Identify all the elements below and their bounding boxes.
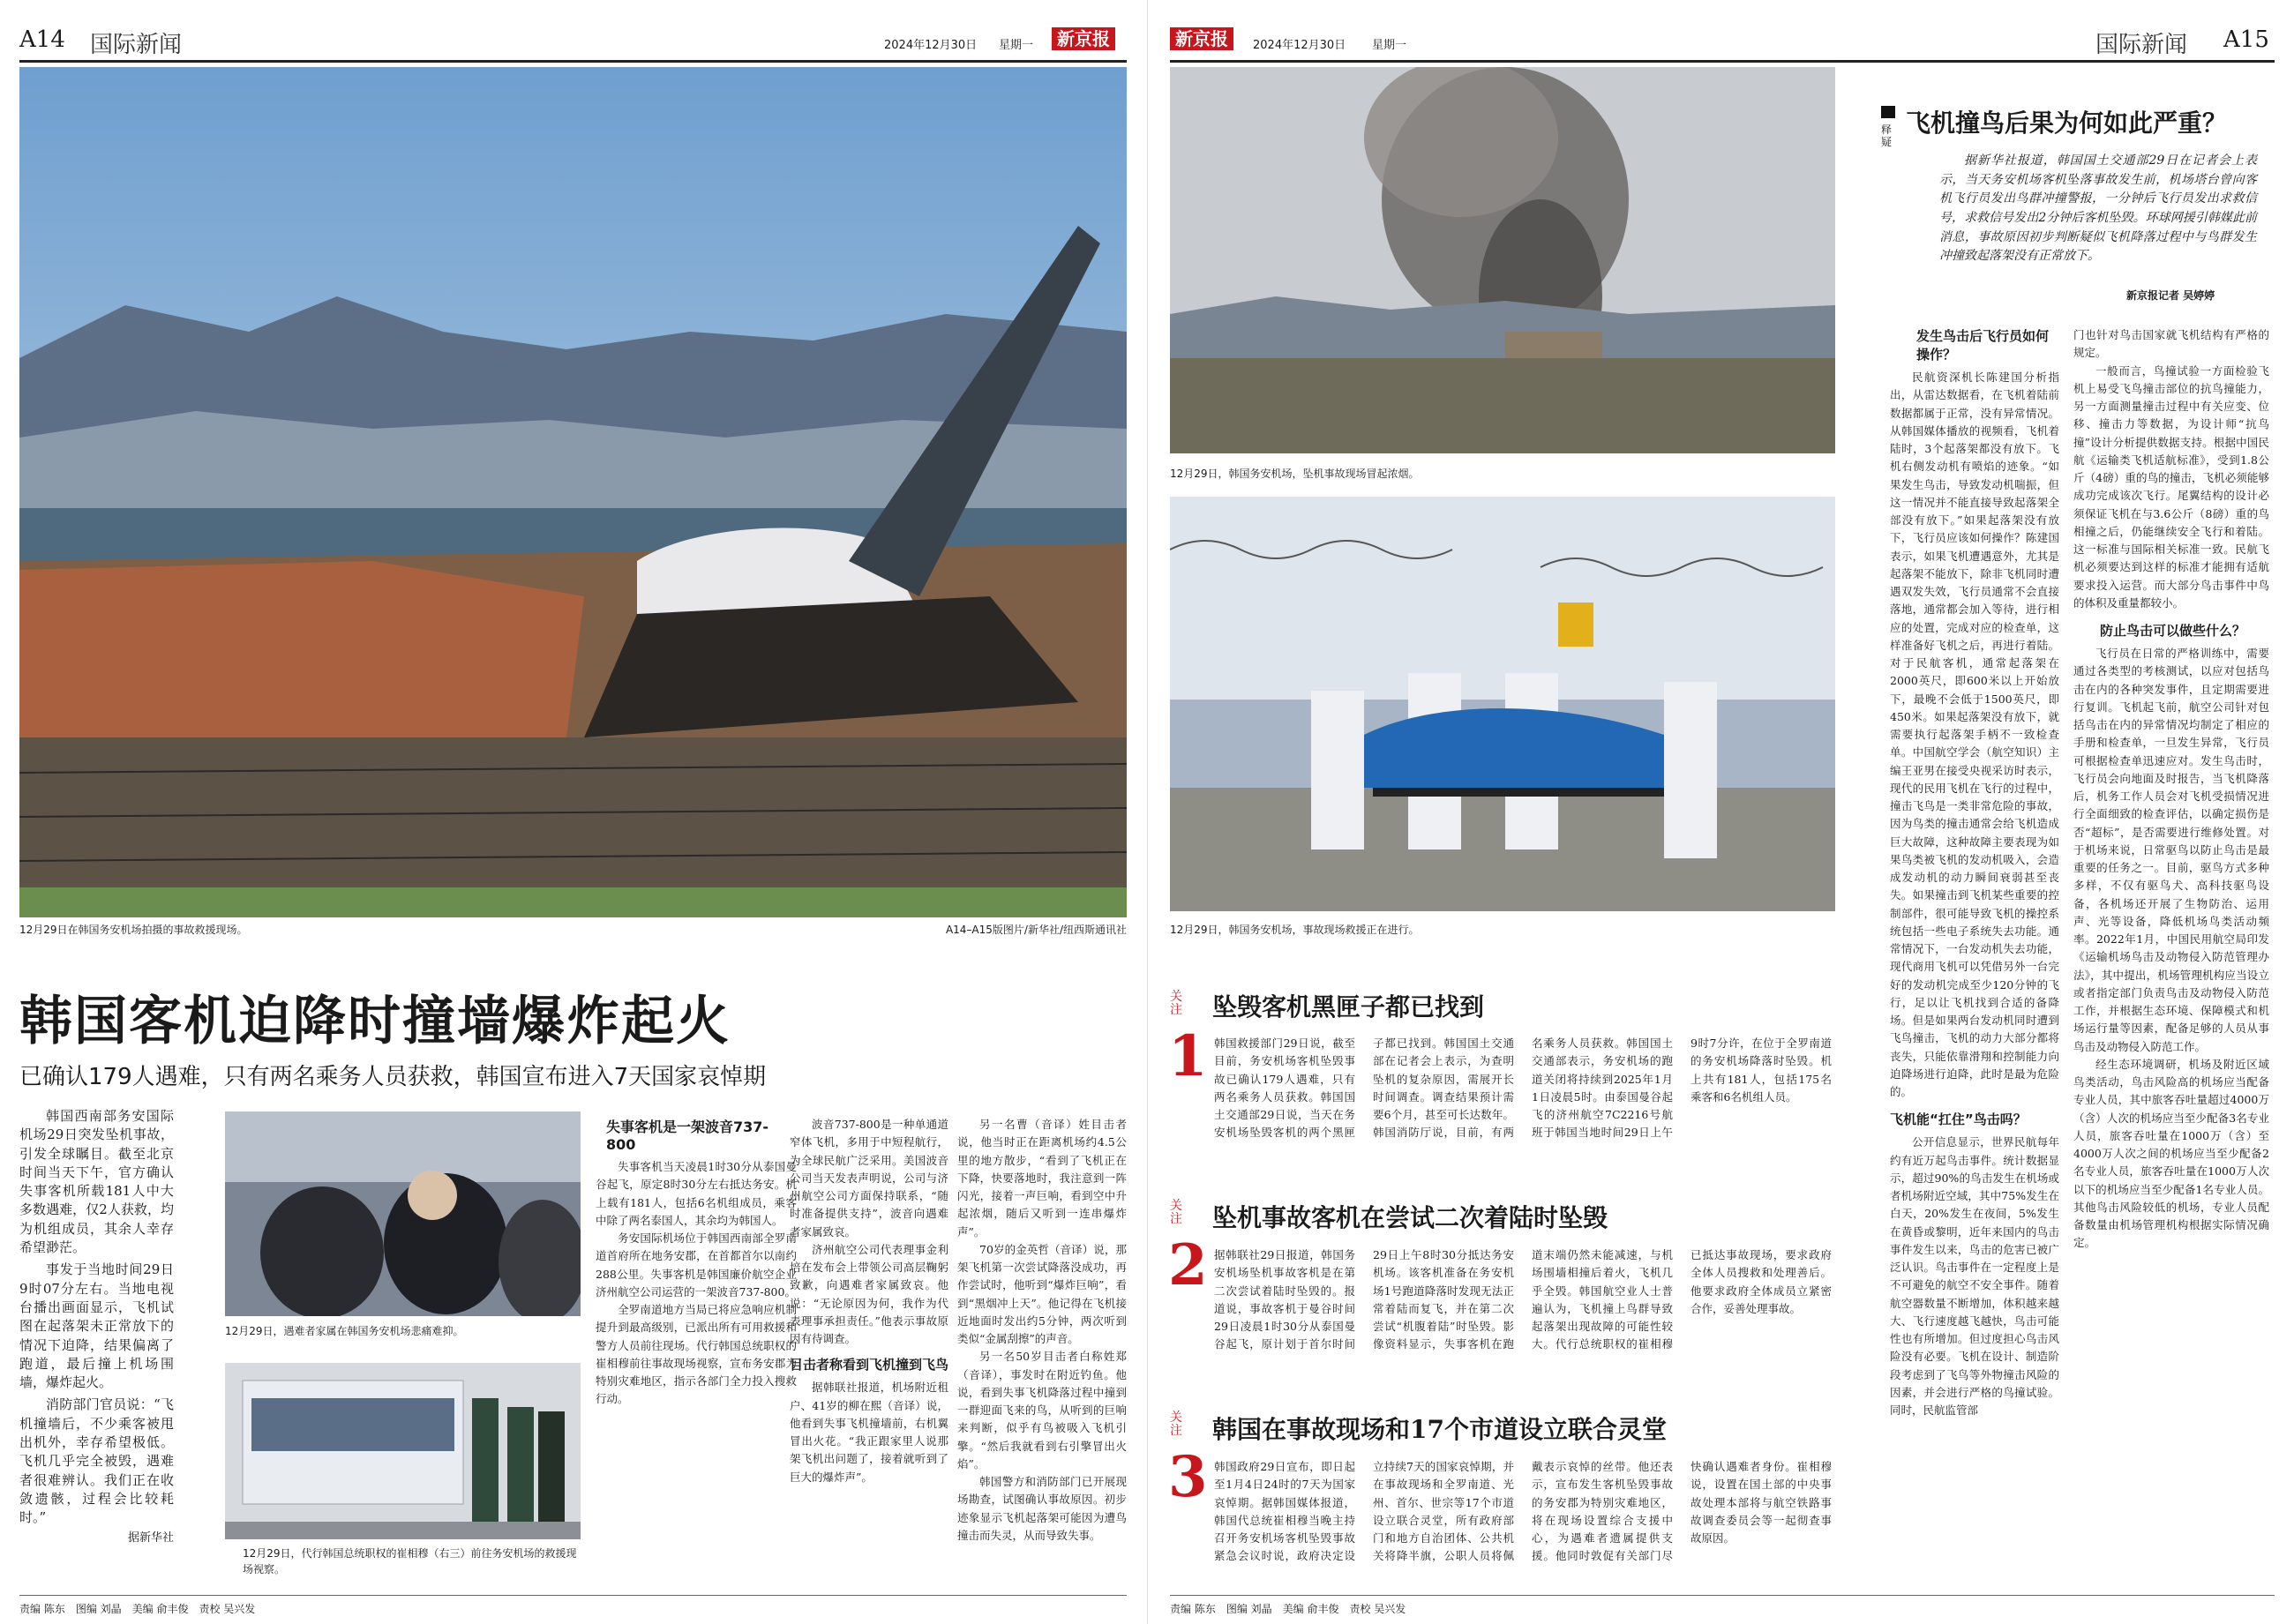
main-crash-photo bbox=[19, 67, 1127, 917]
focus-number: 1 bbox=[1168, 1023, 1208, 1089]
focus-label: 关注 bbox=[1170, 1199, 1182, 1226]
q1-text: 民航资深机长陈建国分析指出，从雷达数据看，在飞机着陆前数据都属于正常，没有异常情况。从韩国媒体播放的视频看，飞机着陆时，3个起落架都没有放下。飞机右侧发动机有喷焰的迹象。“如果发生鸟击，导致发动机喘振，但这一情况并不能直接导致起落架全部没有放下。”如果起落架没有放下，飞行员应该如何操作？陈建国表示，如果飞机遭遇意外，尤其是起落架不能放下，除非飞机同时遭遇双发失效，飞行员通常不会直接落地，通常都会加入等待，进行相应的处置，完成对应的检查单，这样准备好飞机之后，再进行着陆。对于民航客机，通常起落架在2000英尺，即600米以上开始放下，最晚不会低于1500英尺，即450米。如果起落架没有放下，就需要执行起落架手柄不一致检查单。中国航空学会（航空知识）主编王亚男在接受央视采访时表示，现代的民用飞机在飞行的过程中，撞击飞鸟是一类非常危险的事故，因为鸟类的撞击通常会给飞机造成巨大故障，这种故障主要表现为如果鸟类被飞机的发动机吸入，会造成发动机的动力瞬间衰弱甚至丧失。如果撞击到飞机某些重要的控制部件，很可能导致飞机的操控系统包括一些电子系统失去功能。通常情况下，一台发动机失去功能，现代商用飞机可以凭借另外一台完好的发动机完成至少120分钟的飞行，足以让飞机找到合适的备降场。但是如果两台发动机同时遭到飞鸟撞击，飞机的动力大部分都将丧失，只能依靠滑翔和控制能力向迫降场进行迫降，此时是最为危险的。 bbox=[1890, 370, 2059, 1098]
page-gutter bbox=[1147, 0, 1148, 1624]
focus-title: 坠机事故客机在尝试二次着陆时坠毁 bbox=[1212, 1203, 1608, 1232]
footer-credits: 责编 陈东 图编 刘晶 美编 俞丰俊 责校 吴兴发 bbox=[1170, 1603, 1406, 1615]
subhead-witness: 目击者称看到飞机撞到飞鸟 bbox=[790, 1357, 949, 1373]
left-page-header bbox=[19, 23, 1127, 58]
q2-title: 门也针对鸟击国家就飞机结构有严格的规定。 bbox=[2073, 328, 2269, 360]
focus-label: 关注 bbox=[1170, 990, 1182, 1017]
qa-column-left bbox=[1890, 326, 2059, 1592]
column-paragraph: 务安国际机场位于韩国西南部全罗南道首府所在地务安郡，在首都首尔以南约288公里。失事客机是韩国廉价航空企业济州航空公司运营的一架波音737-800。 bbox=[596, 1231, 797, 1298]
page-number: A14 bbox=[19, 26, 65, 53]
focus-title: 坠毁客机黑匣子都已找到 bbox=[1212, 992, 1485, 1022]
footer-rule bbox=[1170, 1595, 2275, 1596]
column-paragraph: 70岁的金英哲（音译）说，那架飞机第一次尝试降落没成功，再作尝试时，他听到“爆炸巨响”，看到“黑烟冲上天”。他记得在飞机接近地面时发出约5分钟，两次听到类似“金属刮擦”的声音。 bbox=[957, 1242, 1127, 1345]
lead-paragraph: 消防部门官员说：“飞机撞墙后，不少乘客被甩出机外，幸存希望极低。飞机几乎完全被毁，遇难者很难辨认。我们正在收敛遗骸，过程会比较耗时。” bbox=[19, 1396, 174, 1526]
column-paragraph: 济州航空公司代表理事金利培在发布会上带领公司高层鞠躬致歉，向遇难者家属致哀。他说：“无论原因为何，我作为代表理事承担责任。”他表示事故原因有待调查。 bbox=[790, 1242, 948, 1345]
q3-title: 防止鸟击可以做些什么？ bbox=[2100, 623, 2246, 639]
brand-logo: 新京报 bbox=[1170, 27, 1233, 50]
q2-text: 一般而言，鸟撞试验一方面检验飞机上易受飞鸟撞击部位的抗鸟撞能力，另一方面测量撞击过程中有关应变、位移、撞击力等数据，为设计师“抗鸟撞”设计分析提供数据支持。根据中国民航《运输类飞机适航标准》，受到1.8公斤（4磅）重的鸟的撞击，飞机必须能够成功完成该次飞行。尾翼结构的设计必须保证飞机在与3.6公斤（8磅）重的鸟相撞之后，仍能继续安全飞行和着陆。这一标准与国际相关标准一致。民航飞机必须要达到这样的标准才能拥有适航要求投入运营。而大部分鸟击事件中鸟的体积及重量都较小。 bbox=[2073, 363, 2269, 610]
header-rule bbox=[1170, 60, 2275, 63]
photo1-caption: 12月29日，韩国务安机场，坠机事故现场冒起浓烟。 bbox=[1170, 468, 1420, 480]
column-paragraph: 波音737-800是一种单通道窄体飞机，多用于中短程航行，为全球民航广泛采用。美国波音公司当天发表声明说，公司与济州航空公司方面保持联系，“随时准备提供支持”，波音向遇难者家属致哀。 bbox=[790, 1118, 948, 1239]
rescue-photo bbox=[1170, 497, 1835, 911]
headline: 韩国客机迫降时撞墙爆炸起火 bbox=[19, 991, 731, 1052]
photo-credit: A14–A15版图片/新华社/纽西斯通讯社 bbox=[945, 924, 1127, 936]
focus-text: 韩国政府29日宣布，即日起至1月4日24时的7天为国家哀悼期。据韩国媒体报道，韩国代总统崔相穆当晚主持召开务安机场客机坠毁事故紧急会议时说，政府决定设立持续7天的国家哀悼期，并在事故现场和全罗南道、光州、首尔、世宗等17个市道设立联合灵堂，所有政府部门和地方自治团体、公共机关将降半旗，公职人员将佩戴表示哀悼的丝带。他还表示，宣布发生客机坠毁事故的务安郡为特别灾难地区，将在现场设置综合支援中心，为遇难者遗属提供支援。他同时敦促有关部门尽快确认遇难者身份。崔相穆说，设置在国土部的中央事故处理本部将与航空铁路事故调查委员会等一起彻查事故原因。 bbox=[1214, 1460, 1832, 1563]
footer-credits: 责编 陈东 图编 刘晶 美编 俞丰俊 责校 吴兴发 bbox=[19, 1603, 256, 1615]
header-rule bbox=[19, 60, 1127, 63]
q4-text: 公开信息显示，世界民航每年约有近万起鸟击事件。统计数据显示，超过90%的鸟击发生在机场或者机场附近空域，其中75%发生在白天，20%发生在夜间，5%发生在黄昏或黎明，近年来国内的鸟击事件发生以来，鸟击的危害已被广泛认识。鸟击事件在一定程度上是不可避免的航空不安全事件。随着航空器数量不断增加，体积越来越大、飞行速度越飞越快，鸟击可能性也有所增加。但过度担心鸟击风险没有必要。飞机在设计、制造阶段考虑到了飞鸟等外物撞击风险的因素，并会进行严格的鸟撞试验。同时，民航监管部 bbox=[1890, 1135, 2059, 1417]
focus-number: 2 bbox=[1168, 1232, 1208, 1298]
explain-byline: 新京报记者 吴婷婷 bbox=[2126, 289, 2215, 302]
column-paragraph: 失事客机当天凌晨1时30分从泰国曼谷起飞，原定8时30分左右抵达务安。机上载有181人，包括6名机组成员，乘客中除了两名泰国人，其余均为韩国人。 bbox=[596, 1160, 797, 1227]
explain-title: 飞机撞鸟后果为何如此严重？ bbox=[1906, 109, 2228, 138]
focus-item-2 bbox=[1170, 1186, 1835, 1389]
column-paragraph: 另一名曹（音译）姓目击者说，他当时正在距离机场约4.5公里的地方散步，“看到了飞机正在下降，快要落地时，我注意到一阵闪光，接着一声巨响，看到空中升起浓烟，随后又听到一连串爆炸声”。 bbox=[957, 1118, 1127, 1239]
qa-column-right bbox=[2073, 326, 2269, 1592]
left-page bbox=[0, 0, 1138, 1624]
issue-weekday: 星期一 bbox=[1372, 39, 1407, 52]
explain-badge bbox=[1881, 106, 1895, 118]
footer-rule bbox=[19, 1595, 1127, 1596]
focus-text: 据韩联社29日报道，韩国务安机场坠机事故客机是在第二次尝试着陆时坠毁的。报道说，事故客机于曼谷时间29日凌晨1时30分从泰国曼谷起飞，原计划于首尔时间29日上午8时30分抵达务安机场。该客机准备在务安机场1号跑道降落时发现无法正常着陆而复飞，并在第二次尝试“机腹着陆”时坠毁。影像资料显示，失事客机在跑道末端仍然未能减速，与机场围墙相撞后着火，飞机几乎全毁。韩国航空业人士普遍认为，飞机撞上鸟群导致起落架出现故障的可能性较大。代行总统职权的崔相穆已抵达事故现场，要求政府全体人员搜救和处理善后。他要求政府全体成员立紧密合作，妥善处理事故。 bbox=[1214, 1248, 1832, 1351]
q4-title: 飞机能“扛住”鸟击吗？ bbox=[1890, 1111, 2027, 1128]
q3-text: 飞行员在日常的严格训练中，需要通过各类型的考核测试，以应对包括鸟击在内的各种突发事件，且定期需要进行复训。飞机起飞前，航空公司针对包括鸟击在内的异常情况均制定了相应的手册和检查单，一旦发生异常，飞行员可根据检查单迅速应对。发生鸟击时，飞行员会向地面及时报告，当飞机降落后，机务工作人员会对飞机受损情况进行全面细致的检查评估，以确定损伤是否“超标”，是否需要进行维修处置。对于机场来说，日常驱鸟以防止鸟击是最重要的任务之一。目前，驱鸟方式多种多样，不仅有驱鸟犬、高科技驱鸟设备，各机场还开展了生物防治、运用声、光等设备，降低机场鸟类活动频率。2022年1月，中国民用航空局印发《运输机场鸟击及动物侵入防范管理办法》，其中提出，机场管理机构应当设立或者指定部门负责鸟击及动物侵入防范工作，并根据生态环境、保障模式和机场运行量等因素，配备足够的人员从事鸟击及动物侵入防范工作。 bbox=[2073, 647, 2269, 1053]
lead-column bbox=[19, 1107, 174, 1545]
issue-weekday: 星期一 bbox=[999, 39, 1034, 52]
explain-label: 释疑 bbox=[1881, 123, 1893, 149]
column-paragraph: 全罗南道地方当局已将应急响应机制提升到最高级别，已派出所有可用救援和警方人员前往现场。代行韩国总统职权的崔相穆前往事故现场视察，宣布务安郡为特别灾难地区，指示各部门全力投入搜救行动。 bbox=[596, 1303, 797, 1406]
brand-logo: 新京报 bbox=[1052, 27, 1115, 50]
main-photo-caption: 12月29日在韩国务安机场拍摄的事故救援现场。 bbox=[19, 924, 248, 936]
focus-item-3 bbox=[1170, 1398, 1835, 1592]
photo2-caption: 12月29日，韩国务安机场，事故现场救援正在进行。 bbox=[1170, 924, 1420, 936]
lead-paragraph: 韩国西南部务安国际机场29日突发坠机事故，引发全球瞩目。截至北京时间当天下午，官方确认失事客机所载181人中大多数遇难，仅2人获救，均为机组成员，其余人幸存希望渺茫。 bbox=[19, 1108, 174, 1256]
focus-item-1 bbox=[1170, 977, 1835, 1180]
lead-byline: 据新华社 bbox=[127, 1530, 174, 1545]
photo2-caption: 12月29日，遇难者家属在韩国务安机场悲痛难抑。 bbox=[225, 1325, 464, 1337]
focus-label: 关注 bbox=[1170, 1411, 1182, 1438]
smoke-photo bbox=[1170, 67, 1835, 453]
page-number: A15 bbox=[2223, 26, 2269, 53]
column-paragraph: 另一名50岁目击者白称姓郑（音译），事发时在附近钓鱼。他说，看到失事飞机降落过程中撞到一群迎面飞来的鸟，从听到的巨响来判断，似乎有鸟被吸入飞机引擎。“然后我就看到右引擎冒出火焰”。 bbox=[957, 1350, 1127, 1471]
article-column-5 bbox=[957, 1116, 1127, 1545]
article-column-3 bbox=[596, 1116, 797, 1409]
q5-text: 经生态环境调研，机场及附近区域鸟类活动，鸟击风险高的机场应当配备专业人员，其中旅客吞吐量超过4000万（含）人次的机场应当至少配备3名专业人员，旅客吞吐量在1000万（含）至4000万人次之间的机场应当至少配备2名专业人员，旅客吞吐量在1000万人次以下的机场应当至少配备1名专业人员。其他鸟击风险较低的机场，专业人员配备数量由机场管理机构根据实际情况确定。 bbox=[2073, 1057, 2269, 1250]
focus-title: 韩国在事故现场和17个市道设立联合灵堂 bbox=[1212, 1415, 1667, 1444]
right-page-header bbox=[1165, 23, 2275, 58]
issue-date: 2024年12月30日 bbox=[884, 39, 978, 52]
section-title: 国际新闻 bbox=[2095, 32, 2188, 58]
family-grief-photo bbox=[225, 1111, 581, 1316]
column-paragraph: 韩国警方和消防部门已开展现场勘查，试图确认事故原因。初步迹象显示飞机起落架可能因为遭鸟撞击而失灵，从而导致失事。 bbox=[957, 1475, 1127, 1542]
column-paragraph: 据韩联社报道，机场附近租户、41岁的柳在熙（音译）说，他看到失事飞机撞墙前，右机翼冒出火花。“我正跟家里人说那架飞机出问题了，接着就听到了巨大的爆炸声”。 bbox=[790, 1381, 948, 1484]
q1-title: 发生鸟击后飞行员如何操作？ bbox=[1916, 328, 2050, 363]
official-visit-photo bbox=[225, 1363, 581, 1539]
section-title: 国际新闻 bbox=[90, 32, 183, 58]
lead-paragraph: 事发于当地时间29日9时07分左右。当地电视台播出画面显示，飞机试图在起落架未正常放下的情况下迫降，结果偏离了跑道，最后撞上机场围墙，爆炸起火。 bbox=[19, 1261, 174, 1391]
right-page bbox=[1165, 0, 2294, 1624]
photo3-caption: 12月29日，代行韩国总统职权的崔相穆（右三）前往务安机场的救援现场视察。 bbox=[243, 1547, 577, 1575]
article-column-4 bbox=[790, 1116, 948, 1486]
focus-text: 韩国救援部门29日说，截至目前，务安机场客机坠毁事故已确认179人遇难，只有两名乘务人员获救。韩国国土交通部29日说，当天在务安机场坠毁客机的两个黑匣子都已找到。韩国国土交通部在记者会上表示，为查明坠机的复杂原因，需展开长时间调查。调查结果预计需要6个月，甚至可长达数年。韩国消防厅说，目前，有两名乘务人员获救。韩国国土交通部表示，务安机场的跑道关闭将持续到2025年1月1日凌晨5时。由泰国曼谷起飞的济州航空7C2216号航班于韩国当地时间29日上午9时7分许，在位于全罗南道的务安机场降落时坠毁。机上共有181人，包括175名乘客和6名机组人员。 bbox=[1214, 1037, 1832, 1140]
focus-number: 3 bbox=[1168, 1444, 1208, 1510]
issue-date: 2024年12月30日 bbox=[1253, 39, 1346, 52]
subhead-boeing: 失事客机是一架波音737-800 bbox=[606, 1119, 769, 1153]
explain-intro: 据新华社报道，韩国国土交通部29日在记者会上表示，当天务安机场客机坠落事故发生前，机场塔台曾向客机飞行员发出鸟群冲撞警报，一分钟后飞行员发出求救信号，求救信号发出2分钟后客机坠毁。环球网援引韩媒此前消息，事故原因初步判断疑似飞机降落过程中与鸟群发生冲撞致起落架没有正常放下。 bbox=[1939, 153, 2257, 264]
subheadline: 已确认179人遇难，只有两名乘务人员获救，韩国宣布进入7天国家哀悼期 bbox=[19, 1064, 767, 1090]
